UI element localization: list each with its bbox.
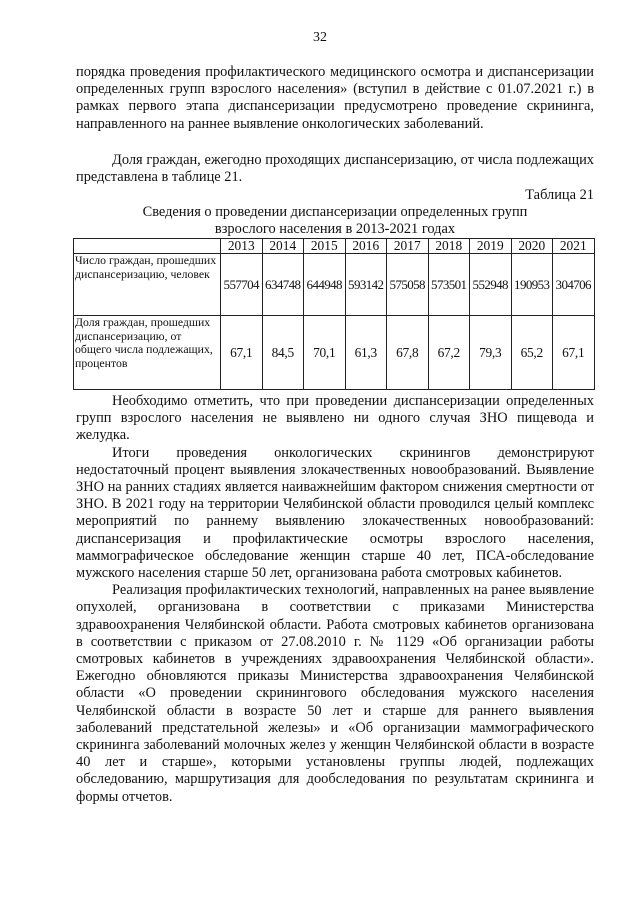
table-row — [74, 254, 595, 316]
row-label: Доля граждан, прошедших диспансеризацию, от общего числа подлежащих, процентов — [74, 316, 221, 390]
table-cell: 575058 — [387, 254, 429, 316]
paragraph: Доля граждан, ежегодно проходящих диспансеризацию, от числа подлежащих представлена в таблице 21. — [76, 152, 594, 186]
table-corner-cell — [74, 239, 221, 254]
table-cell: 634748 — [262, 254, 304, 316]
dispensarization-table — [73, 238, 595, 390]
year-header: 2013 — [221, 239, 263, 254]
table-cell: 190953 — [511, 254, 553, 316]
table-cell: 644948 — [304, 254, 346, 316]
intro-paragraph-continued — [76, 64, 594, 133]
year-header: 2021 — [553, 239, 595, 254]
year-header: 2020 — [511, 239, 553, 254]
table-cell: 557704 — [221, 254, 263, 316]
body-text — [76, 393, 594, 806]
paragraph: Реализация профилактических технологий, направленных на ранее выявление опухолей, организована в соответствии с приказами Министерства здравоохранения Челябинской области. Работа смотровых кабинетов организована в соответствии с приказом от 27.08.2010 г. № 1129 «Об организации работы смотровых кабинетов в учреждениях здравоохранения Челябинской области». Ежегодно обновляются приказы Министерства здравоохранения Челябинской области «О проведении скринингового обследования мужского населения Челябинской области в возрасте 50 лет и старше для раннего выявления заболеваний предстательной железы» и «Об организации маммографического скрининга заболеваний молочных желез у женщин Челябинской области в возрасте 40 лет и старше», которыми установлены группы людей, подлежащих обследованию, маршрутизация для дообследования по результатам скрининга и формы отчетов. — [76, 582, 594, 805]
table-caption — [76, 204, 594, 237]
table-header-row — [74, 239, 595, 254]
paragraph: Необходимо отметить, что при проведении диспансеризации определенных групп взрослого населения не выявлено ни одного случая ЗНО пищевода и желудка. — [76, 393, 594, 444]
table-cell: 593142 — [345, 254, 387, 316]
table-cell: 84,5 — [262, 316, 304, 390]
table-row — [74, 316, 595, 390]
row-label: Число граждан, прошедших диспансеризацию, человек — [74, 254, 221, 316]
table-cell: 70,1 — [304, 316, 346, 390]
table-cell: 79,3 — [470, 316, 512, 390]
table-cell: 67,1 — [221, 316, 263, 390]
table-cell: 304706 — [553, 254, 595, 316]
table-cell: 67,8 — [387, 316, 429, 390]
year-header: 2017 — [387, 239, 429, 254]
table-caption-line: взрослого населения в 2013-2021 годах — [214, 220, 456, 237]
intro-paragraph-table-ref — [76, 152, 594, 186]
table-label: Таблица 21 — [525, 187, 594, 203]
year-header: 2014 — [262, 239, 304, 254]
table-cell: 61,3 — [345, 316, 387, 390]
table-cell: 67,2 — [428, 316, 470, 390]
year-header: 2019 — [470, 239, 512, 254]
table-cell: 573501 — [428, 254, 470, 316]
paragraph: порядка проведения профилактического медицинского осмотра и диспансеризации определенных групп взрослого населения» (вступил в действие с 01.07.2021 г.) в рамках первого этапа диспансеризации предусмотрено проведение скрининга, направленного на раннее выявление онкологических заболеваний. — [76, 64, 594, 132]
table-caption-line: Сведения о проведении диспансеризации определенных групп — [142, 204, 528, 220]
page-number: 32 — [313, 30, 327, 45]
year-header: 2018 — [428, 239, 470, 254]
table-cell: 552948 — [470, 254, 512, 316]
year-header: 2015 — [304, 239, 346, 254]
table-cell: 65,2 — [511, 316, 553, 390]
paragraph: Итоги проведения онкологических скринингов демонстрируют недостаточный процент выявления злокачественных новообразований. Выявление ЗНО на ранних стадиях является наиважнейшим фактором снижения смертности от ЗНО. В 2021 году на территории Челябинской области проводился целый комплекс мероприятий по раннему выявлению злокачественных новообразований: диспансеризация и профилактические осмотры взрослого населения, маммографическое обследование женщин старше 40 лет, ПСА-обследование мужского населения старше 50 лет, организована работа смотровых кабинетов. — [76, 444, 594, 582]
table-cell: 67,1 — [553, 316, 595, 390]
year-header: 2016 — [345, 239, 387, 254]
